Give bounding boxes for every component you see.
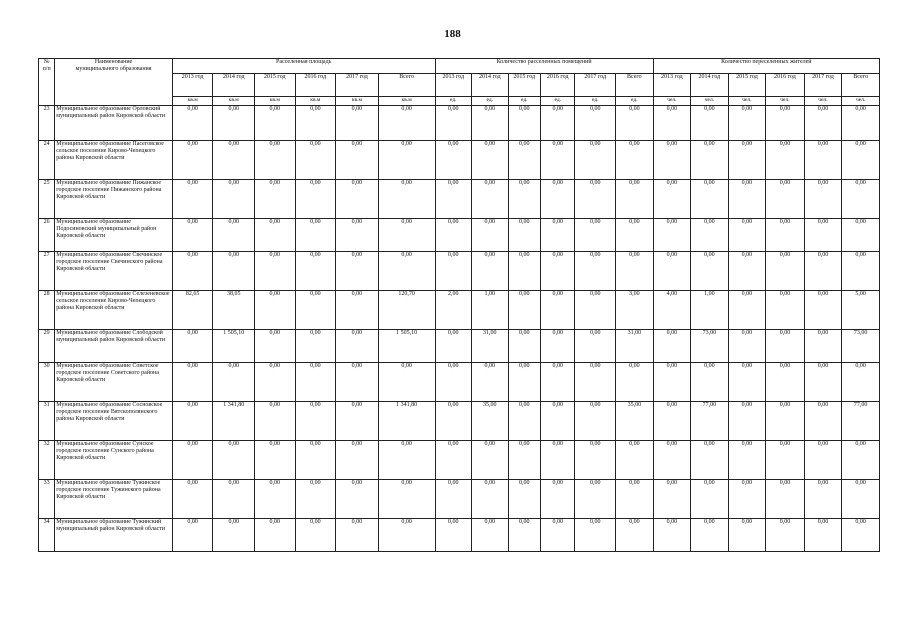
value-cell: 0,00 bbox=[804, 141, 842, 180]
value-cell: 0,00 bbox=[172, 180, 213, 219]
value-cell: 0,00 bbox=[653, 330, 691, 363]
value-cell: 0,00 bbox=[653, 402, 691, 441]
value-cell: 0,00 bbox=[472, 363, 509, 402]
year-header: 2017 год bbox=[575, 74, 616, 97]
value-cell: 3,00 bbox=[616, 291, 654, 330]
value-cell: 0,00 bbox=[213, 363, 255, 402]
value-cell: 0,00 bbox=[255, 330, 296, 363]
value-cell: 0,00 bbox=[575, 180, 616, 219]
value-cell: 0,00 bbox=[541, 330, 575, 363]
value-cell: 0,00 bbox=[728, 330, 766, 363]
page-number: 188 bbox=[444, 28, 461, 40]
value-cell: 0,00 bbox=[804, 363, 842, 402]
unit-header: чел. bbox=[842, 97, 880, 106]
value-cell: 0,00 bbox=[336, 219, 379, 252]
table-row bbox=[39, 219, 880, 252]
value-cell: 0,00 bbox=[541, 363, 575, 402]
value-cell: 0,00 bbox=[575, 291, 616, 330]
value-cell: 0,00 bbox=[255, 441, 296, 480]
table-body bbox=[39, 106, 880, 552]
value-cell: 0,00 bbox=[435, 402, 472, 441]
value-cell: 0,00 bbox=[508, 480, 540, 519]
value-cell: 0,00 bbox=[172, 480, 213, 519]
value-cell: 0,00 bbox=[766, 180, 805, 219]
row-number: 25 bbox=[39, 180, 55, 219]
value-cell: 0,00 bbox=[508, 441, 540, 480]
value-cell: 77,00 bbox=[842, 402, 880, 441]
table-row bbox=[39, 141, 880, 180]
value-cell: 0,00 bbox=[616, 106, 654, 141]
value-cell: 31,00 bbox=[616, 330, 654, 363]
value-cell: 0,00 bbox=[378, 106, 435, 141]
value-cell: 0,00 bbox=[255, 219, 296, 252]
value-cell: 0,00 bbox=[295, 219, 336, 252]
value-cell: 0,00 bbox=[378, 180, 435, 219]
value-cell: 0,00 bbox=[295, 180, 336, 219]
value-cell: 0,00 bbox=[653, 363, 691, 402]
value-cell: 0,00 bbox=[728, 363, 766, 402]
municipality-name: Муниципальное образование Сунское городское поселение Сунского района Кировской области bbox=[55, 441, 173, 480]
value-cell: 0,00 bbox=[435, 519, 472, 552]
value-cell: 0,00 bbox=[435, 330, 472, 363]
value-cell: 0,00 bbox=[213, 106, 255, 141]
value-cell: 0,00 bbox=[575, 480, 616, 519]
row-number: 27 bbox=[39, 252, 55, 291]
value-cell: 0,00 bbox=[575, 219, 616, 252]
value-cell: 0,00 bbox=[435, 106, 472, 141]
value-cell: 0,00 bbox=[172, 330, 213, 363]
value-cell: 0,00 bbox=[616, 219, 654, 252]
table-row bbox=[39, 291, 880, 330]
value-cell: 0,00 bbox=[255, 180, 296, 219]
municipality-name: Муниципальное образование Пасеговское сельское поселение Кирово-Чепецкого района Кировской области bbox=[55, 141, 173, 180]
municipality-name: Муниципальное образование Советское городское поселение Советского района Кировской области bbox=[55, 363, 173, 402]
value-cell: 0,00 bbox=[575, 402, 616, 441]
year-header: 2013 год bbox=[172, 74, 213, 97]
value-cell: 0,00 bbox=[336, 363, 379, 402]
value-cell: 0,00 bbox=[336, 141, 379, 180]
unit-header: ед. bbox=[435, 97, 472, 106]
value-cell: 0,00 bbox=[842, 252, 880, 291]
value-cell: 0,00 bbox=[691, 180, 729, 219]
value-cell: 0,00 bbox=[378, 441, 435, 480]
municipality-name: Муниципальное образование Селезеневское сельское поселение Кирово-Чепецкого района Кировской области bbox=[55, 291, 173, 330]
value-cell: 0,00 bbox=[378, 219, 435, 252]
year-header: 2014 год bbox=[472, 74, 509, 97]
value-cell: 0,00 bbox=[295, 441, 336, 480]
value-cell: 0,00 bbox=[508, 402, 540, 441]
value-cell: 1,00 bbox=[691, 291, 729, 330]
value-cell: 5,00 bbox=[842, 291, 880, 330]
resettlement-table bbox=[38, 58, 880, 552]
value-cell: 0,00 bbox=[766, 106, 805, 141]
value-cell: 0,00 bbox=[653, 252, 691, 291]
value-cell: 0,00 bbox=[295, 106, 336, 141]
unit-header: кв.м bbox=[336, 97, 379, 106]
value-cell: 0,00 bbox=[336, 519, 379, 552]
value-cell: 0,00 bbox=[295, 330, 336, 363]
value-cell: 0,00 bbox=[378, 252, 435, 291]
value-cell: 0,00 bbox=[766, 252, 805, 291]
value-cell: 0,00 bbox=[336, 480, 379, 519]
value-cell: 0,00 bbox=[766, 402, 805, 441]
value-cell: 0,00 bbox=[728, 291, 766, 330]
year-header: 2017 год bbox=[336, 74, 379, 97]
value-cell: 0,00 bbox=[472, 519, 509, 552]
value-cell: 0,00 bbox=[691, 219, 729, 252]
table-row bbox=[39, 106, 880, 141]
value-cell: 0,00 bbox=[508, 363, 540, 402]
unit-header: кв.м bbox=[295, 97, 336, 106]
value-cell: 0,00 bbox=[508, 106, 540, 141]
table-row bbox=[39, 480, 880, 519]
value-cell: 0,00 bbox=[653, 141, 691, 180]
value-cell: 0,00 bbox=[616, 519, 654, 552]
value-cell: 0,00 bbox=[804, 180, 842, 219]
value-cell: 0,00 bbox=[508, 291, 540, 330]
table-row bbox=[39, 252, 880, 291]
year-header: 2013 год bbox=[653, 74, 691, 97]
value-cell: 0,00 bbox=[255, 363, 296, 402]
value-cell: 0,00 bbox=[435, 363, 472, 402]
value-cell: 0,00 bbox=[472, 480, 509, 519]
municipality-name: Муниципальное образование Тужинский муниципальный район Кировской области bbox=[55, 519, 173, 552]
value-cell: 0,00 bbox=[336, 252, 379, 291]
value-cell: 0,00 bbox=[336, 330, 379, 363]
value-cell: 0,00 bbox=[255, 106, 296, 141]
unit-header: ед. bbox=[541, 97, 575, 106]
value-cell: 0,00 bbox=[435, 252, 472, 291]
value-cell: 0,00 bbox=[172, 363, 213, 402]
value-cell: 1 341,80 bbox=[378, 402, 435, 441]
value-cell: 0,00 bbox=[541, 402, 575, 441]
col-name-header: Наименование муниципального образования bbox=[55, 59, 173, 106]
value-cell: 0,00 bbox=[766, 141, 805, 180]
value-cell: 0,00 bbox=[653, 219, 691, 252]
value-cell: 0,00 bbox=[804, 480, 842, 519]
value-cell: 35,00 bbox=[472, 402, 509, 441]
row-number: 24 bbox=[39, 141, 55, 180]
value-cell: 0,00 bbox=[616, 180, 654, 219]
year-header: Всего bbox=[616, 74, 654, 97]
row-number: 23 bbox=[39, 106, 55, 141]
value-cell: 0,00 bbox=[842, 180, 880, 219]
value-cell: 0,00 bbox=[616, 252, 654, 291]
value-cell: 0,00 bbox=[508, 180, 540, 219]
value-cell: 0,00 bbox=[728, 180, 766, 219]
value-cell: 0,00 bbox=[728, 480, 766, 519]
value-cell: 0,00 bbox=[766, 219, 805, 252]
unit-header: ед. bbox=[616, 97, 654, 106]
value-cell: 0,00 bbox=[255, 519, 296, 552]
table-row bbox=[39, 519, 880, 552]
year-header: 2015 год bbox=[255, 74, 296, 97]
value-cell: 1 505,10 bbox=[213, 330, 255, 363]
value-cell: 0,00 bbox=[435, 141, 472, 180]
value-cell: 0,00 bbox=[804, 219, 842, 252]
table-row bbox=[39, 330, 880, 363]
value-cell: 0,00 bbox=[295, 363, 336, 402]
value-cell: 0,00 bbox=[616, 363, 654, 402]
value-cell: 31,00 bbox=[472, 330, 509, 363]
value-cell: 0,00 bbox=[575, 363, 616, 402]
municipality-name: Муниципальное образование Тужинское городское поселение Тужинского района Кировской области bbox=[55, 480, 173, 519]
value-cell: 0,00 bbox=[541, 180, 575, 219]
municipality-name: Муниципальное образование Сосновское городское поселение Вятскополянского района Кировской области bbox=[55, 402, 173, 441]
row-number: 34 bbox=[39, 519, 55, 552]
value-cell: 0,00 bbox=[255, 480, 296, 519]
value-cell: 0,00 bbox=[541, 519, 575, 552]
unit-header: кв.м bbox=[255, 97, 296, 106]
row-number: 33 bbox=[39, 480, 55, 519]
col-no-header: № п/п bbox=[39, 59, 55, 106]
value-cell: 0,00 bbox=[616, 141, 654, 180]
value-cell: 0,00 bbox=[255, 402, 296, 441]
value-cell: 0,00 bbox=[691, 252, 729, 291]
value-cell: 0,00 bbox=[508, 519, 540, 552]
value-cell: 0,00 bbox=[541, 252, 575, 291]
value-cell: 0,00 bbox=[378, 519, 435, 552]
value-cell: 0,00 bbox=[842, 519, 880, 552]
value-cell: 0,00 bbox=[653, 180, 691, 219]
value-cell: 0,00 bbox=[172, 141, 213, 180]
value-cell: 0,00 bbox=[842, 219, 880, 252]
row-number: 31 bbox=[39, 402, 55, 441]
value-cell: 0,00 bbox=[575, 330, 616, 363]
value-cell: 0,00 bbox=[766, 363, 805, 402]
value-cell: 0,00 bbox=[728, 252, 766, 291]
value-cell: 0,00 bbox=[541, 291, 575, 330]
table-row bbox=[39, 180, 880, 219]
row-number: 28 bbox=[39, 291, 55, 330]
year-header: 2017 год bbox=[804, 74, 842, 97]
unit-header: ед. bbox=[575, 97, 616, 106]
value-cell: 0,00 bbox=[804, 106, 842, 141]
value-cell: 0,00 bbox=[804, 252, 842, 291]
value-cell: 2,00 bbox=[435, 291, 472, 330]
value-cell: 0,00 bbox=[541, 141, 575, 180]
value-cell: 0,00 bbox=[435, 219, 472, 252]
unit-header: кв.м bbox=[378, 97, 435, 106]
unit-header: ед. bbox=[472, 97, 509, 106]
value-cell: 0,00 bbox=[255, 291, 296, 330]
unit-header: чел. bbox=[653, 97, 691, 106]
table-row bbox=[39, 402, 880, 441]
value-cell: 0,00 bbox=[804, 330, 842, 363]
year-header: Всего bbox=[842, 74, 880, 97]
value-cell: 0,00 bbox=[616, 480, 654, 519]
value-cell: 0,00 bbox=[472, 252, 509, 291]
value-cell: 0,00 bbox=[295, 480, 336, 519]
value-cell: 0,00 bbox=[575, 141, 616, 180]
value-cell: 0,00 bbox=[213, 219, 255, 252]
value-cell: 0,00 bbox=[336, 441, 379, 480]
value-cell: 0,00 bbox=[691, 441, 729, 480]
value-cell: 0,00 bbox=[728, 402, 766, 441]
value-cell: 0,00 bbox=[766, 330, 805, 363]
value-cell: 0,00 bbox=[804, 441, 842, 480]
value-cell: 1 341,80 bbox=[213, 402, 255, 441]
value-cell: 1,00 bbox=[472, 291, 509, 330]
value-cell: 0,00 bbox=[508, 330, 540, 363]
value-cell: 0,00 bbox=[766, 519, 805, 552]
value-cell: 0,00 bbox=[691, 106, 729, 141]
value-cell: 0,00 bbox=[435, 180, 472, 219]
value-cell: 0,00 bbox=[295, 141, 336, 180]
value-cell: 0,00 bbox=[336, 291, 379, 330]
table-row bbox=[39, 363, 880, 402]
row-number: 26 bbox=[39, 219, 55, 252]
municipality-name: Муниципальное образование Подосиновский муниципальный район Кировской области bbox=[55, 219, 173, 252]
municipality-name: Муниципальное образование Орловский муниципальный район Кировской области bbox=[55, 106, 173, 141]
value-cell: 35,00 bbox=[616, 402, 654, 441]
value-cell: 0,00 bbox=[378, 480, 435, 519]
value-cell: 0,00 bbox=[575, 441, 616, 480]
value-cell: 0,00 bbox=[728, 519, 766, 552]
value-cell: 0,00 bbox=[508, 219, 540, 252]
value-cell: 0,00 bbox=[172, 252, 213, 291]
value-cell: 0,00 bbox=[295, 519, 336, 552]
group-area-header: Расселенная площадь bbox=[172, 59, 435, 74]
value-cell: 0,00 bbox=[213, 252, 255, 291]
value-cell: 0,00 bbox=[766, 441, 805, 480]
value-cell: 0,00 bbox=[804, 291, 842, 330]
value-cell: 1 505,10 bbox=[378, 330, 435, 363]
value-cell: 0,00 bbox=[691, 480, 729, 519]
year-header: 2016 год bbox=[541, 74, 575, 97]
value-cell: 0,00 bbox=[508, 252, 540, 291]
value-cell: 0,00 bbox=[378, 363, 435, 402]
unit-header: чел. bbox=[804, 97, 842, 106]
value-cell: 0,00 bbox=[575, 519, 616, 552]
value-cell: 0,00 bbox=[435, 441, 472, 480]
value-cell: 0,00 bbox=[336, 106, 379, 141]
value-cell: 0,00 bbox=[172, 402, 213, 441]
value-cell: 0,00 bbox=[728, 106, 766, 141]
value-cell: 0,00 bbox=[255, 252, 296, 291]
value-cell: 0,00 bbox=[172, 106, 213, 141]
value-cell: 0,00 bbox=[575, 106, 616, 141]
value-cell: 0,00 bbox=[213, 480, 255, 519]
value-cell: 0,00 bbox=[472, 141, 509, 180]
value-cell: 0,00 bbox=[378, 141, 435, 180]
header-group-row bbox=[39, 59, 880, 74]
value-cell: 0,00 bbox=[213, 141, 255, 180]
municipality-name: Муниципальное образование Свечинское городское поселение Свечинского района Кировской области bbox=[55, 252, 173, 291]
value-cell: 0,00 bbox=[472, 441, 509, 480]
municipality-name: Муниципальное образование Слободской муниципальный район Кировской области bbox=[55, 330, 173, 363]
value-cell: 0,00 bbox=[653, 480, 691, 519]
value-cell: 77,00 bbox=[691, 402, 729, 441]
group-residents-header: Количество переселенных жителей bbox=[653, 59, 879, 74]
year-header: 2014 год bbox=[691, 74, 729, 97]
value-cell: 0,00 bbox=[435, 480, 472, 519]
value-cell: 4,00 bbox=[653, 291, 691, 330]
group-rooms-header: Количество расселенных помещений bbox=[435, 59, 653, 74]
value-cell: 0,00 bbox=[616, 441, 654, 480]
year-header: 2013 год bbox=[435, 74, 472, 97]
value-cell: 0,00 bbox=[472, 106, 509, 141]
value-cell: 0,00 bbox=[172, 441, 213, 480]
row-number: 32 bbox=[39, 441, 55, 480]
value-cell: 0,00 bbox=[472, 180, 509, 219]
value-cell: 0,00 bbox=[541, 441, 575, 480]
value-cell: 0,00 bbox=[172, 219, 213, 252]
value-cell: 0,00 bbox=[653, 441, 691, 480]
row-number: 30 bbox=[39, 363, 55, 402]
unit-header: кв.м bbox=[172, 97, 213, 106]
value-cell: 0,00 bbox=[728, 441, 766, 480]
unit-header: ед. bbox=[508, 97, 540, 106]
row-number: 29 bbox=[39, 330, 55, 363]
value-cell: 0,00 bbox=[804, 402, 842, 441]
value-cell: 0,00 bbox=[842, 141, 880, 180]
value-cell: 0,00 bbox=[842, 441, 880, 480]
value-cell: 0,00 bbox=[653, 519, 691, 552]
unit-header: чел. bbox=[728, 97, 766, 106]
value-cell: 0,00 bbox=[213, 180, 255, 219]
value-cell: 120,70 bbox=[378, 291, 435, 330]
value-cell: 0,00 bbox=[691, 363, 729, 402]
value-cell: 0,00 bbox=[336, 180, 379, 219]
value-cell: 0,00 bbox=[766, 291, 805, 330]
value-cell: 0,00 bbox=[728, 219, 766, 252]
value-cell: 0,00 bbox=[336, 402, 379, 441]
table-row bbox=[39, 441, 880, 480]
year-header: 2015 год bbox=[728, 74, 766, 97]
unit-header: кв.м bbox=[213, 97, 255, 106]
value-cell: 0,00 bbox=[653, 106, 691, 141]
value-cell: 0,00 bbox=[295, 252, 336, 291]
value-cell: 0,00 bbox=[172, 519, 213, 552]
value-cell: 73,00 bbox=[691, 330, 729, 363]
value-cell: 0,00 bbox=[691, 141, 729, 180]
value-cell: 0,00 bbox=[842, 106, 880, 141]
value-cell: 73,00 bbox=[842, 330, 880, 363]
year-header: 2016 год bbox=[766, 74, 805, 97]
value-cell: 0,00 bbox=[213, 441, 255, 480]
unit-header: чел. bbox=[766, 97, 805, 106]
unit-header: чел. bbox=[691, 97, 729, 106]
value-cell: 0,00 bbox=[842, 480, 880, 519]
value-cell: 0,00 bbox=[691, 519, 729, 552]
value-cell: 0,00 bbox=[472, 219, 509, 252]
municipality-name: Муниципальное образование Пижанское городское поселение Пижанского района Кировской области bbox=[55, 180, 173, 219]
value-cell: 82,65 bbox=[172, 291, 213, 330]
year-header: 2015 год bbox=[508, 74, 540, 97]
year-header: Всего bbox=[378, 74, 435, 97]
value-cell: 0,00 bbox=[213, 519, 255, 552]
value-cell: 0,00 bbox=[541, 106, 575, 141]
value-cell: 0,00 bbox=[842, 363, 880, 402]
value-cell: 0,00 bbox=[728, 141, 766, 180]
value-cell: 0,00 bbox=[295, 291, 336, 330]
value-cell: 0,00 bbox=[575, 252, 616, 291]
value-cell: 0,00 bbox=[508, 141, 540, 180]
table-header bbox=[39, 59, 880, 106]
year-header: 2014 год bbox=[213, 74, 255, 97]
value-cell: 0,00 bbox=[295, 402, 336, 441]
value-cell: 0,00 bbox=[804, 519, 842, 552]
value-cell: 0,00 bbox=[541, 480, 575, 519]
year-header: 2016 год bbox=[295, 74, 336, 97]
value-cell: 0,00 bbox=[255, 141, 296, 180]
value-cell: 0,00 bbox=[541, 219, 575, 252]
value-cell: 38,05 bbox=[213, 291, 255, 330]
value-cell: 0,00 bbox=[766, 480, 805, 519]
